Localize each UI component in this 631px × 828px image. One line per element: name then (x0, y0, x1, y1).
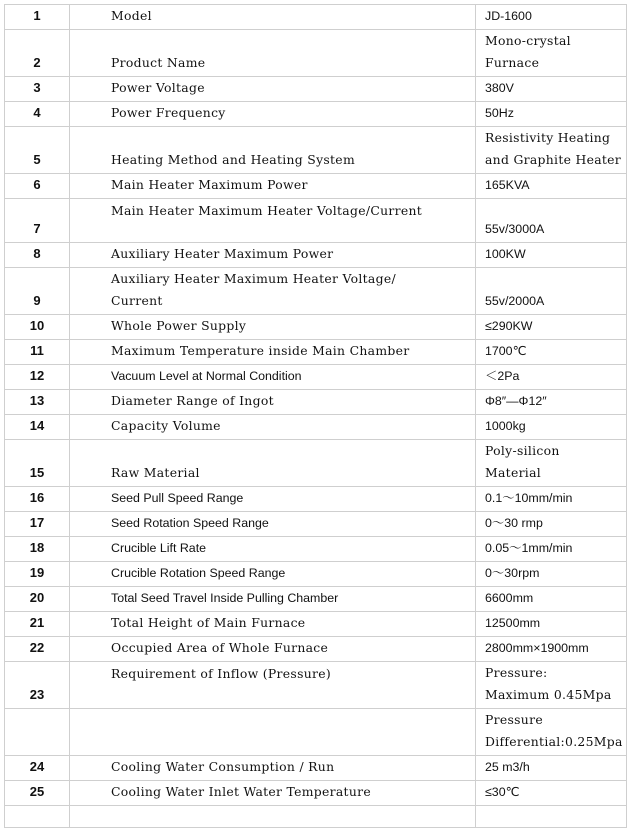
spec-item-empty (70, 806, 476, 828)
spec-value-line: and Graphite Heater (485, 152, 622, 167)
row-number: 1 (5, 5, 70, 30)
row-number: 20 (5, 587, 70, 612)
spec-value-empty (476, 806, 627, 828)
table-row (5, 365, 627, 390)
row-number: 10 (5, 315, 70, 340)
row-number: 13 (5, 390, 70, 415)
spec-value: 1000kg (476, 415, 627, 440)
spec-item: Power Frequency (70, 102, 476, 127)
spec-value: 6600mm (476, 587, 627, 612)
spec-value: ≤30℃ (476, 781, 627, 806)
spec-item: Cooling Water Inlet Water Temperature (70, 781, 476, 806)
row-number: 2 (5, 30, 70, 77)
spec-value (476, 127, 627, 174)
table-row (5, 709, 627, 756)
spec-item: Crucible Rotation Speed Range (70, 562, 476, 587)
row-number-empty (5, 709, 70, 756)
table-row (5, 268, 627, 315)
table-row (5, 340, 627, 365)
spec-value: ≤290KW (476, 315, 627, 340)
table-row (5, 30, 627, 77)
spec-item-empty (70, 709, 476, 756)
table-row (5, 512, 627, 537)
spec-item: Maximum Temperature inside Main Chamber (70, 340, 476, 365)
spec-item: Capacity Volume (70, 415, 476, 440)
spec-value: 12500mm (476, 612, 627, 637)
spec-value: Φ8″—Φ12″ (476, 390, 627, 415)
spec-value (476, 662, 627, 709)
row-number: 12 (5, 365, 70, 390)
spec-item: Auxiliary Heater Maximum Power (70, 243, 476, 268)
row-number: 17 (5, 512, 70, 537)
spec-value-line: Maximum 0.45Mpa (485, 687, 612, 702)
spec-value (476, 440, 627, 487)
spec-item-line: Auxiliary Heater Maximum Heater Voltage/ (111, 271, 396, 286)
row-number: 23 (5, 662, 70, 709)
table-row (5, 587, 627, 612)
row-number: 22 (5, 637, 70, 662)
spec-value: 100KW (476, 243, 627, 268)
row-number: 18 (5, 537, 70, 562)
spec-item: Whole Power Supply (70, 315, 476, 340)
spec-value (476, 709, 627, 756)
table-row (5, 781, 627, 806)
table-row (5, 612, 627, 637)
table-row (5, 662, 627, 709)
row-number: 14 (5, 415, 70, 440)
spec-item: Seed Rotation Speed Range (70, 512, 476, 537)
spec-item (70, 268, 476, 315)
spec-item: Total Seed Travel Inside Pulling Chamber (70, 587, 476, 612)
table-row (5, 487, 627, 512)
spec-item: Cooling Water Consumption / Run (70, 756, 476, 781)
spec-value: JD-1600 (476, 5, 627, 30)
spec-value: 55v/3000A (476, 199, 627, 243)
spec-item: Main Heater Maximum Power (70, 174, 476, 199)
table-row (5, 174, 627, 199)
spec-item: Occupied Area of Whole Furnace (70, 637, 476, 662)
row-number: 21 (5, 612, 70, 637)
row-number: 15 (5, 440, 70, 487)
spec-value-line: Differential:0.25Mpa (485, 734, 623, 749)
table-row (5, 756, 627, 781)
table-row (5, 390, 627, 415)
spec-value: 0.05～1mm/min (476, 537, 627, 562)
spec-value-line: Resistivity Heating (485, 130, 611, 145)
spec-table (4, 4, 627, 828)
spec-item: Total Height of Main Furnace (70, 612, 476, 637)
row-number: 4 (5, 102, 70, 127)
spec-value: 1700℃ (476, 340, 627, 365)
row-number: 6 (5, 174, 70, 199)
spec-item: Diameter Range of Ingot (70, 390, 476, 415)
spec-item: Seed Pull Speed Range (70, 487, 476, 512)
spec-value: 165KVA (476, 174, 627, 199)
spec-item: Crucible Lift Rate (70, 537, 476, 562)
row-number-empty (5, 806, 70, 828)
spec-item: Product Name (70, 30, 476, 77)
spec-value: 55v/2000A (476, 268, 627, 315)
spec-value: 0～30 rmp (476, 512, 627, 537)
row-number: 11 (5, 340, 70, 365)
row-number: 9 (5, 268, 70, 315)
spec-item: Power Voltage (70, 77, 476, 102)
spec-value: 25 m3/h (476, 756, 627, 781)
spec-value-line: Pressure: (485, 665, 548, 680)
table-row (5, 77, 627, 102)
table-row (5, 243, 627, 268)
spec-item: Heating Method and Heating System (70, 127, 476, 174)
row-number: 7 (5, 199, 70, 243)
table-row (5, 5, 627, 30)
table-row (5, 127, 627, 174)
spec-value: 2800mm×1900mm (476, 637, 627, 662)
spec-value-line: Material (485, 465, 542, 480)
spec-value-line: Pressure (485, 712, 543, 727)
spec-item: Vacuum Level at Normal Condition (70, 365, 476, 390)
spec-value: Mono-crystal Furnace (476, 30, 627, 77)
spec-value-line: Poly-silicon (485, 443, 560, 458)
table-row (5, 315, 627, 340)
spec-value: 0～30rpm (476, 562, 627, 587)
row-number: 8 (5, 243, 70, 268)
row-number: 25 (5, 781, 70, 806)
spec-value: 50Hz (476, 102, 627, 127)
row-number: 3 (5, 77, 70, 102)
spec-item-line: Current (111, 293, 163, 308)
table-row (5, 637, 627, 662)
row-number: 5 (5, 127, 70, 174)
spec-item: Raw Material (70, 440, 476, 487)
table-row (5, 440, 627, 487)
table-row (5, 537, 627, 562)
spec-value: 380V (476, 77, 627, 102)
row-number: 24 (5, 756, 70, 781)
spec-value: ＜2Pa (476, 365, 627, 390)
spec-item: Requirement of Inflow (Pressure) (70, 662, 476, 709)
table-row-empty (5, 806, 627, 828)
row-number: 16 (5, 487, 70, 512)
spec-value: 0.1～10mm/min (476, 487, 627, 512)
table-row (5, 562, 627, 587)
table-row (5, 199, 627, 243)
table-row (5, 102, 627, 127)
row-number: 19 (5, 562, 70, 587)
spec-item: Model (70, 5, 476, 30)
table-row (5, 415, 627, 440)
spec-item: Main Heater Maximum Heater Voltage/Current (70, 199, 476, 243)
